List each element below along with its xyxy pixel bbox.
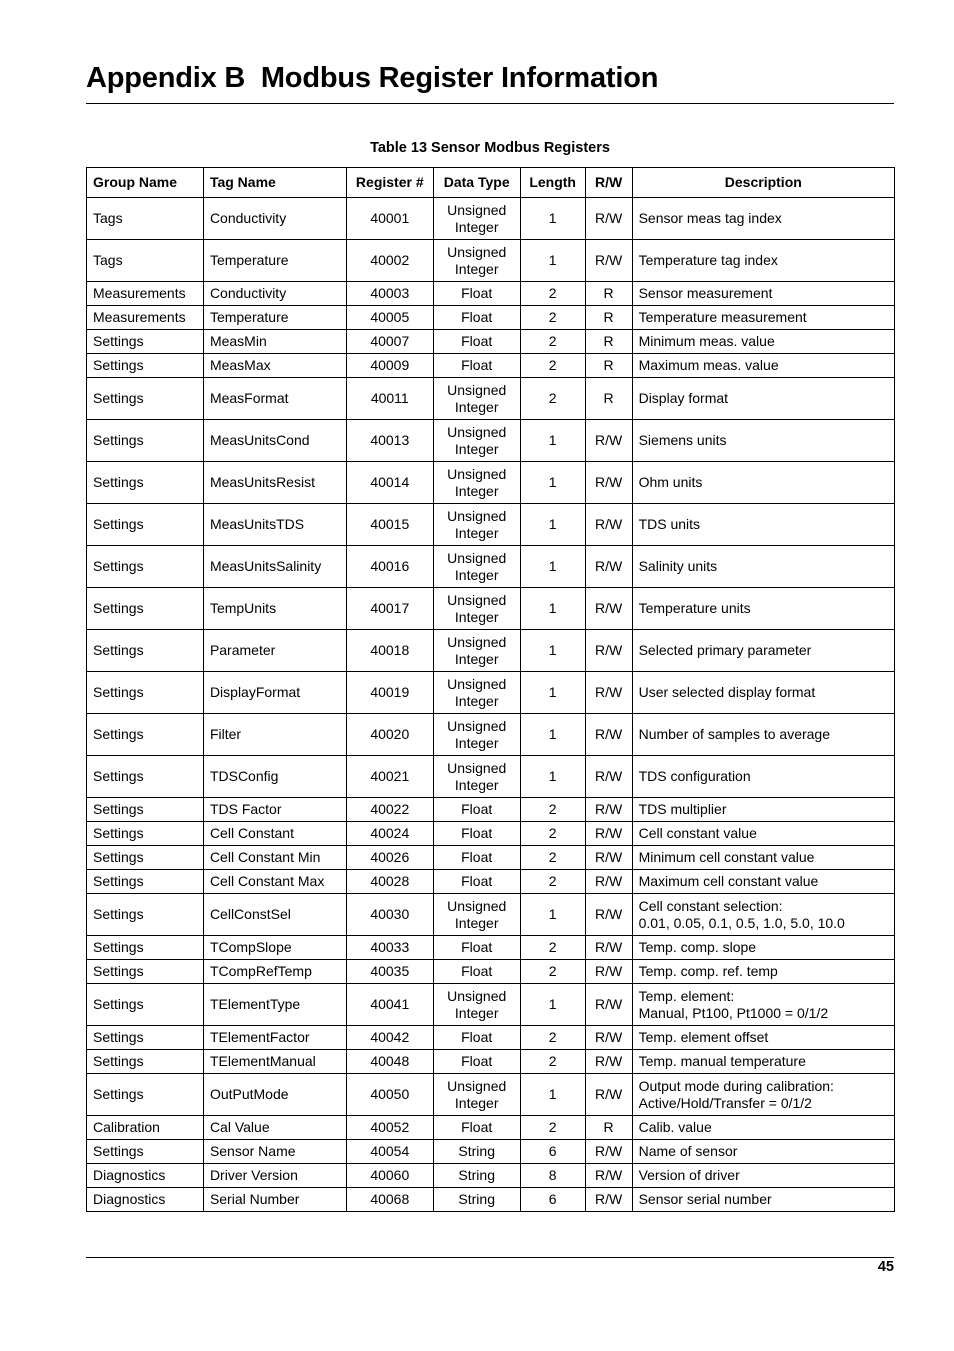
tag-name-cell: Sensor Name [203, 1140, 346, 1164]
description-cell: Temp. element offset [632, 1026, 894, 1050]
col-header-register: Register # [346, 168, 433, 198]
group-name-cell: Settings [87, 870, 204, 894]
length-cell: 2 [520, 282, 585, 306]
table-row [87, 1050, 895, 1074]
length-cell: 1 [520, 1074, 585, 1116]
length-cell: 1 [520, 714, 585, 756]
data-type-cell: Unsigned Integer [433, 378, 520, 420]
description-cell: Temp. manual temperature [632, 1050, 894, 1074]
register-cell: 40030 [346, 894, 433, 936]
data-type-cell: Float [433, 822, 520, 846]
register-cell: 40042 [346, 1026, 433, 1050]
table-row [87, 714, 895, 756]
table-row [87, 330, 895, 354]
group-name-cell: Calibration [87, 1116, 204, 1140]
data-type-cell: String [433, 1164, 520, 1188]
length-cell: 6 [520, 1140, 585, 1164]
data-type-cell: Unsigned Integer [433, 588, 520, 630]
group-name-cell: Settings [87, 630, 204, 672]
length-cell: 2 [520, 330, 585, 354]
description-cell: Number of samples to average [632, 714, 894, 756]
length-cell: 2 [520, 1116, 585, 1140]
description-cell: Temp. comp. ref. temp [632, 960, 894, 984]
register-cell: 40054 [346, 1140, 433, 1164]
description-cell: Cell constant value [632, 822, 894, 846]
description-cell: Cell constant selection: 0.01, 0.05, 0.1, 0.5, 1.0, 5.0, 10.0 [632, 894, 894, 936]
register-cell: 40060 [346, 1164, 433, 1188]
rw-cell: R/W [585, 822, 632, 846]
register-cell: 40007 [346, 330, 433, 354]
length-cell: 1 [520, 630, 585, 672]
tag-name-cell: Filter [203, 714, 346, 756]
data-type-cell: Unsigned Integer [433, 714, 520, 756]
data-type-cell: String [433, 1188, 520, 1212]
col-header-data-type: Data Type [433, 168, 520, 198]
page-heading [86, 60, 894, 104]
data-type-cell: Unsigned Integer [433, 630, 520, 672]
register-cell: 40068 [346, 1188, 433, 1212]
length-cell: 6 [520, 1188, 585, 1212]
group-name-cell: Settings [87, 1026, 204, 1050]
register-cell: 40026 [346, 846, 433, 870]
table-row [87, 822, 895, 846]
tag-name-cell: TElementManual [203, 1050, 346, 1074]
tag-name-cell: Temperature [203, 240, 346, 282]
appendix-title: Modbus Register Information [260, 62, 659, 94]
table-row [87, 1074, 895, 1116]
register-cell: 40001 [346, 198, 433, 240]
group-name-cell: Settings [87, 504, 204, 546]
appendix-label: Appendix B [86, 62, 246, 94]
length-cell: 1 [520, 462, 585, 504]
col-header-tag-name: Tag Name [203, 168, 346, 198]
rw-cell: R [585, 354, 632, 378]
page-title [86, 60, 894, 96]
col-header-length: Length [520, 168, 585, 198]
description-cell: User selected display format [632, 672, 894, 714]
group-name-cell: Settings [87, 1074, 204, 1116]
table-row [87, 960, 895, 984]
description-cell: Selected primary parameter [632, 630, 894, 672]
group-name-cell: Settings [87, 462, 204, 504]
length-cell: 1 [520, 894, 585, 936]
data-type-cell: Float [433, 1026, 520, 1050]
data-type-cell: Float [433, 1116, 520, 1140]
group-name-cell: Settings [87, 354, 204, 378]
rw-cell: R/W [585, 672, 632, 714]
data-type-cell: Float [433, 330, 520, 354]
description-cell: Display format [632, 378, 894, 420]
data-type-cell: Float [433, 936, 520, 960]
description-cell: Maximum cell constant value [632, 870, 894, 894]
length-cell: 1 [520, 504, 585, 546]
footer-rule [86, 1257, 894, 1258]
table-row [87, 378, 895, 420]
register-cell: 40033 [346, 936, 433, 960]
length-cell: 2 [520, 354, 585, 378]
description-cell: Temperature units [632, 588, 894, 630]
rw-cell: R/W [585, 504, 632, 546]
length-cell: 1 [520, 588, 585, 630]
group-name-cell: Settings [87, 672, 204, 714]
table-row [87, 1026, 895, 1050]
data-type-cell: Float [433, 798, 520, 822]
rw-cell: R [585, 330, 632, 354]
description-cell: Temperature tag index [632, 240, 894, 282]
description-cell: Siemens units [632, 420, 894, 462]
description-cell: Temp. element: Manual, Pt100, Pt1000 = 0/1/2 [632, 984, 894, 1026]
rw-cell: R/W [585, 846, 632, 870]
data-type-cell: Float [433, 282, 520, 306]
tag-name-cell: MeasMin [203, 330, 346, 354]
data-type-cell: Float [433, 960, 520, 984]
tag-name-cell: TDSConfig [203, 756, 346, 798]
data-type-cell: Float [433, 306, 520, 330]
group-name-cell: Settings [87, 714, 204, 756]
register-cell: 40005 [346, 306, 433, 330]
tag-name-cell: Cal Value [203, 1116, 346, 1140]
table-row [87, 1188, 895, 1212]
length-cell: 2 [520, 306, 585, 330]
description-cell: Maximum meas. value [632, 354, 894, 378]
tag-name-cell: Cell Constant [203, 822, 346, 846]
data-type-cell: Unsigned Integer [433, 546, 520, 588]
description-cell: Salinity units [632, 546, 894, 588]
table-row [87, 870, 895, 894]
register-cell: 40015 [346, 504, 433, 546]
description-cell: Ohm units [632, 462, 894, 504]
col-header-group-name: Group Name [87, 168, 204, 198]
table-row [87, 198, 895, 240]
description-cell: TDS multiplier [632, 798, 894, 822]
rw-cell: R/W [585, 588, 632, 630]
rw-cell: R [585, 282, 632, 306]
group-name-cell: Settings [87, 1140, 204, 1164]
register-cell: 40018 [346, 630, 433, 672]
group-name-cell: Diagnostics [87, 1164, 204, 1188]
rw-cell: R/W [585, 984, 632, 1026]
length-cell: 1 [520, 420, 585, 462]
data-type-cell: String [433, 1140, 520, 1164]
table-row [87, 306, 895, 330]
table-row [87, 798, 895, 822]
table-row [87, 936, 895, 960]
description-cell: Sensor meas tag index [632, 198, 894, 240]
data-type-cell: Float [433, 870, 520, 894]
group-name-cell: Settings [87, 1050, 204, 1074]
rw-cell: R [585, 306, 632, 330]
table-row [87, 984, 895, 1026]
data-type-cell: Unsigned Integer [433, 894, 520, 936]
table-row [87, 846, 895, 870]
rw-cell: R/W [585, 546, 632, 588]
table-row [87, 282, 895, 306]
modbus-register-table [86, 167, 895, 1212]
data-type-cell: Unsigned Integer [433, 240, 520, 282]
tag-name-cell: MeasMax [203, 354, 346, 378]
tag-name-cell: Driver Version [203, 1164, 346, 1188]
group-name-cell: Settings [87, 822, 204, 846]
rw-cell: R/W [585, 960, 632, 984]
data-type-cell: Unsigned Integer [433, 1074, 520, 1116]
data-type-cell: Unsigned Integer [433, 984, 520, 1026]
rw-cell: R/W [585, 198, 632, 240]
group-name-cell: Settings [87, 936, 204, 960]
group-name-cell: Settings [87, 984, 204, 1026]
table-row [87, 354, 895, 378]
description-cell: Minimum meas. value [632, 330, 894, 354]
length-cell: 2 [520, 822, 585, 846]
register-cell: 40002 [346, 240, 433, 282]
page-number: 45 [877, 1259, 894, 1275]
register-cell: 40028 [346, 870, 433, 894]
register-cell: 40009 [346, 354, 433, 378]
table-row [87, 1140, 895, 1164]
table-row [87, 588, 895, 630]
rw-cell: R/W [585, 420, 632, 462]
rw-cell: R/W [585, 936, 632, 960]
tag-name-cell: MeasUnitsCond [203, 420, 346, 462]
group-name-cell: Measurements [87, 306, 204, 330]
table-row [87, 630, 895, 672]
rw-cell: R/W [585, 1140, 632, 1164]
tag-name-cell: TElementType [203, 984, 346, 1026]
register-cell: 40020 [346, 714, 433, 756]
group-name-cell: Settings [87, 960, 204, 984]
group-name-cell: Diagnostics [87, 1188, 204, 1212]
register-cell: 40050 [346, 1074, 433, 1116]
register-cell: 40022 [346, 798, 433, 822]
register-cell: 40019 [346, 672, 433, 714]
tag-name-cell: TCompSlope [203, 936, 346, 960]
table-header-row [87, 168, 895, 198]
rw-cell: R/W [585, 1188, 632, 1212]
register-cell: 40035 [346, 960, 433, 984]
tag-name-cell: MeasUnitsResist [203, 462, 346, 504]
tag-name-cell: DisplayFormat [203, 672, 346, 714]
tag-name-cell: Cell Constant Max [203, 870, 346, 894]
tag-name-cell: MeasFormat [203, 378, 346, 420]
tag-name-cell: TElementFactor [203, 1026, 346, 1050]
register-cell: 40052 [346, 1116, 433, 1140]
description-cell: Version of driver [632, 1164, 894, 1188]
tag-name-cell: TempUnits [203, 588, 346, 630]
data-type-cell: Unsigned Integer [433, 462, 520, 504]
tag-name-cell: OutPutMode [203, 1074, 346, 1116]
data-type-cell: Unsigned Integer [433, 756, 520, 798]
data-type-cell: Unsigned Integer [433, 420, 520, 462]
table-row [87, 240, 895, 282]
tag-name-cell: Serial Number [203, 1188, 346, 1212]
tag-name-cell: TCompRefTemp [203, 960, 346, 984]
group-name-cell: Settings [87, 330, 204, 354]
length-cell: 1 [520, 546, 585, 588]
data-type-cell: Float [433, 1050, 520, 1074]
table-body [87, 198, 895, 1212]
group-name-cell: Settings [87, 588, 204, 630]
length-cell: 2 [520, 798, 585, 822]
data-type-cell: Float [433, 354, 520, 378]
group-name-cell: Tags [87, 240, 204, 282]
length-cell: 2 [520, 936, 585, 960]
data-type-cell: Unsigned Integer [433, 672, 520, 714]
rw-cell: R/W [585, 894, 632, 936]
register-cell: 40024 [346, 822, 433, 846]
length-cell: 1 [520, 984, 585, 1026]
tag-name-cell: Conductivity [203, 198, 346, 240]
table-row [87, 894, 895, 936]
col-header-description: Description [632, 168, 894, 198]
tag-name-cell: MeasUnitsTDS [203, 504, 346, 546]
description-cell: Output mode during calibration: Active/Hold/Transfer = 0/1/2 [632, 1074, 894, 1116]
data-type-cell: Unsigned Integer [433, 504, 520, 546]
tag-name-cell: CellConstSel [203, 894, 346, 936]
length-cell: 2 [520, 846, 585, 870]
length-cell: 8 [520, 1164, 585, 1188]
rw-cell: R/W [585, 1026, 632, 1050]
register-cell: 40016 [346, 546, 433, 588]
length-cell: 2 [520, 378, 585, 420]
col-header-rw: R/W [585, 168, 632, 198]
length-cell: 2 [520, 1050, 585, 1074]
group-name-cell: Settings [87, 378, 204, 420]
register-cell: 40017 [346, 588, 433, 630]
table-row [87, 462, 895, 504]
description-cell: Name of sensor [632, 1140, 894, 1164]
table-row [87, 1164, 895, 1188]
register-cell: 40021 [346, 756, 433, 798]
rw-cell: R [585, 378, 632, 420]
description-cell: Calib. value [632, 1116, 894, 1140]
tag-name-cell: Temperature [203, 306, 346, 330]
register-cell: 40003 [346, 282, 433, 306]
data-type-cell: Unsigned Integer [433, 198, 520, 240]
table-row [87, 756, 895, 798]
description-cell: Temperature measurement [632, 306, 894, 330]
rw-cell: R/W [585, 1164, 632, 1188]
table-row [87, 672, 895, 714]
tag-name-cell: TDS Factor [203, 798, 346, 822]
table-row [87, 546, 895, 588]
length-cell: 2 [520, 870, 585, 894]
rw-cell: R/W [585, 756, 632, 798]
table-caption: Table 13 Sensor Modbus Registers [370, 140, 610, 156]
register-cell: 40011 [346, 378, 433, 420]
length-cell: 1 [520, 672, 585, 714]
rw-cell: R [585, 1116, 632, 1140]
description-cell: Temp. comp. slope [632, 936, 894, 960]
description-cell: TDS units [632, 504, 894, 546]
length-cell: 2 [520, 960, 585, 984]
description-cell: Sensor measurement [632, 282, 894, 306]
register-cell: 40048 [346, 1050, 433, 1074]
table-row [87, 504, 895, 546]
tag-name-cell: Parameter [203, 630, 346, 672]
group-name-cell: Settings [87, 756, 204, 798]
register-cell: 40041 [346, 984, 433, 1026]
group-name-cell: Tags [87, 198, 204, 240]
group-name-cell: Settings [87, 798, 204, 822]
group-name-cell: Measurements [87, 282, 204, 306]
table-row [87, 420, 895, 462]
register-cell: 40013 [346, 420, 433, 462]
rw-cell: R/W [585, 1074, 632, 1116]
rw-cell: R/W [585, 714, 632, 756]
description-cell: TDS configuration [632, 756, 894, 798]
group-name-cell: Settings [87, 420, 204, 462]
description-cell: Sensor serial number [632, 1188, 894, 1212]
group-name-cell: Settings [87, 546, 204, 588]
register-cell: 40014 [346, 462, 433, 504]
description-cell: Minimum cell constant value [632, 846, 894, 870]
group-name-cell: Settings [87, 894, 204, 936]
rw-cell: R/W [585, 630, 632, 672]
rw-cell: R/W [585, 1050, 632, 1074]
rw-cell: R/W [585, 462, 632, 504]
group-name-cell: Settings [87, 846, 204, 870]
length-cell: 1 [520, 198, 585, 240]
data-type-cell: Float [433, 846, 520, 870]
tag-name-cell: Conductivity [203, 282, 346, 306]
rw-cell: R/W [585, 870, 632, 894]
length-cell: 1 [520, 756, 585, 798]
rw-cell: R/W [585, 798, 632, 822]
rw-cell: R/W [585, 240, 632, 282]
table-row [87, 1116, 895, 1140]
length-cell: 2 [520, 1026, 585, 1050]
tag-name-cell: Cell Constant Min [203, 846, 346, 870]
length-cell: 1 [520, 240, 585, 282]
tag-name-cell: MeasUnitsSalinity [203, 546, 346, 588]
